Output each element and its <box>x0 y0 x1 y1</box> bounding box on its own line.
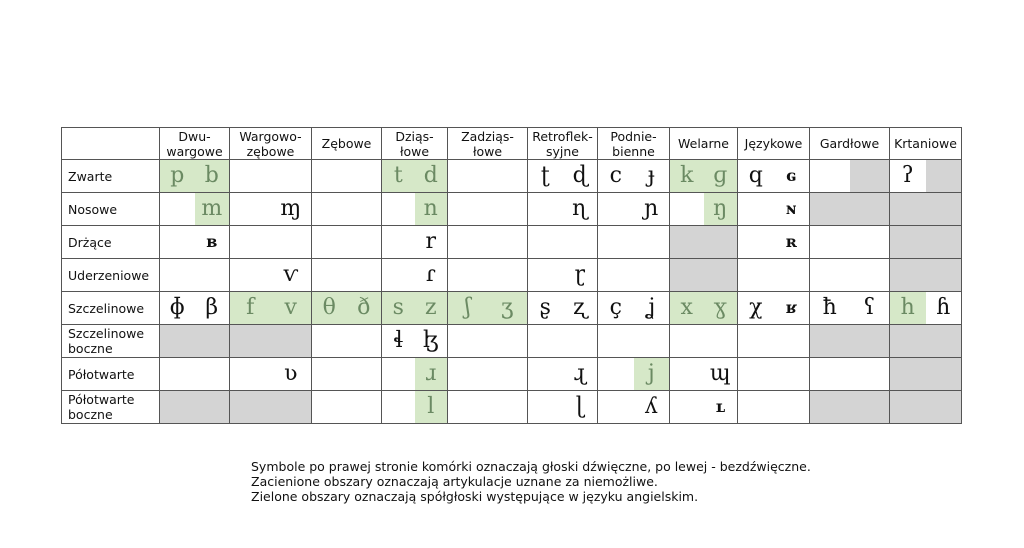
table-cell <box>890 226 962 259</box>
row-header: Szczelinowe <box>62 292 160 325</box>
voiced-symbol: ɭ <box>575 394 584 419</box>
table-row <box>62 193 962 226</box>
table-cell <box>528 160 598 193</box>
table-cell <box>230 160 312 193</box>
voiced-symbol: ɢ <box>786 166 797 185</box>
voiced-symbol <box>488 193 528 225</box>
voiced-symbol: ʀ <box>785 232 797 251</box>
table-cell <box>738 325 810 358</box>
voiced-symbol: ʒ <box>488 292 528 324</box>
voiceless-symbol <box>528 193 563 225</box>
voiced-symbol: ʁ <box>785 298 797 317</box>
table-cell <box>890 160 962 193</box>
table-cell <box>890 325 962 358</box>
table-cell <box>448 226 528 259</box>
voiceless-symbol <box>448 226 488 258</box>
voiceless-symbol <box>230 226 271 258</box>
table-cell <box>890 358 962 391</box>
table-cell <box>670 259 738 292</box>
voiced-symbol <box>195 325 230 357</box>
voiceless-symbol <box>448 325 488 357</box>
table-cell <box>230 292 312 325</box>
voiceless-symbol: θ <box>312 292 347 324</box>
voiceless-symbol <box>160 358 195 390</box>
column-header: Retroflek- syjne <box>528 128 598 160</box>
table-cell <box>312 391 382 424</box>
voiced-symbol: ʎ <box>645 394 658 419</box>
voiceless-symbol <box>810 226 850 258</box>
voiced-symbol <box>347 193 382 225</box>
table-row <box>62 358 962 391</box>
table-cell <box>312 358 382 391</box>
table-cell <box>738 193 810 226</box>
voiced-symbol <box>850 391 890 423</box>
voiced-symbol: m <box>195 193 230 225</box>
voiced-symbol: ɟ <box>647 163 655 188</box>
table-cell <box>160 391 230 424</box>
voiceless-symbol <box>448 391 488 423</box>
note-green: Zielone obszary oznaczają spółgłoski występujące w języku angielskim. <box>251 489 699 504</box>
column-header: Gardłowe <box>810 128 890 160</box>
voiceless-symbol <box>448 358 488 390</box>
voiceless-symbol <box>670 259 704 291</box>
table-cell <box>160 325 230 358</box>
table-cell <box>160 226 230 259</box>
voiced-symbol: ɾ <box>425 262 436 287</box>
table-cell <box>670 226 738 259</box>
table-cell <box>382 358 448 391</box>
table-cell <box>448 259 528 292</box>
voiced-symbol: ɲ <box>644 196 659 221</box>
table-cell <box>382 259 448 292</box>
voiced-symbol: ð <box>347 292 382 324</box>
row-header: Nosowe <box>62 193 160 226</box>
voiceless-symbol <box>160 391 195 423</box>
voiceless-symbol <box>230 193 271 225</box>
table-row <box>62 259 962 292</box>
voiced-symbol: ɽ <box>574 262 586 287</box>
voiceless-symbol: ʈ <box>540 163 550 188</box>
voiceless-symbol <box>890 358 926 390</box>
table-cell <box>810 292 890 325</box>
voiced-symbol <box>195 259 230 291</box>
table-cell <box>598 193 670 226</box>
voiced-symbol <box>926 325 962 357</box>
voiceless-symbol <box>528 391 563 423</box>
table-row <box>62 325 962 358</box>
table-cell <box>598 259 670 292</box>
voiced-symbol: d <box>415 160 448 192</box>
voiced-symbol <box>195 358 230 390</box>
table-cell <box>670 391 738 424</box>
voiced-symbol: ɳ <box>572 196 588 221</box>
table-cell <box>382 292 448 325</box>
voiced-symbol <box>271 325 312 357</box>
voiceless-symbol: s <box>382 292 415 324</box>
table-cell <box>382 391 448 424</box>
table-cell <box>670 193 738 226</box>
voiceless-symbol: t <box>382 160 415 192</box>
voiceless-symbol: χ <box>749 295 763 320</box>
table-cell <box>312 226 382 259</box>
table-cell <box>738 259 810 292</box>
table-cell <box>312 292 382 325</box>
voiceless-symbol: ʃ <box>448 292 488 324</box>
voiced-symbol: ɮ <box>423 328 439 353</box>
voiceless-symbol: q <box>748 163 763 188</box>
table-cell <box>738 160 810 193</box>
row-header: Uderzeniowe <box>62 259 160 292</box>
table-cell <box>810 193 890 226</box>
voiced-symbol <box>347 259 382 291</box>
table-cell <box>810 358 890 391</box>
table-cell <box>598 292 670 325</box>
table-cell <box>528 391 598 424</box>
voiceless-symbol <box>312 358 347 390</box>
voiced-symbol: ʟ <box>715 397 726 416</box>
table-cell <box>890 391 962 424</box>
voiced-symbol <box>488 391 528 423</box>
voiced-symbol: β <box>205 295 219 320</box>
voiceless-symbol <box>382 226 415 258</box>
voiced-symbol <box>850 226 890 258</box>
voiced-symbol: ɴ <box>785 199 797 218</box>
voiced-symbol <box>926 259 962 291</box>
voiced-symbol: ʕ <box>863 295 876 320</box>
voiced-symbol <box>488 358 528 390</box>
table-cell <box>670 325 738 358</box>
voiced-symbol: ɡ <box>704 160 738 192</box>
voiced-symbol: ɖ <box>572 163 587 188</box>
voiced-symbol: ɣ <box>704 292 738 324</box>
voiceless-symbol <box>528 358 563 390</box>
voiced-symbol <box>704 259 738 291</box>
table-cell <box>810 259 890 292</box>
table-cell <box>738 358 810 391</box>
voiceless-symbol <box>890 193 926 225</box>
table-cell <box>230 259 312 292</box>
voiced-symbol <box>634 325 670 357</box>
table-cell <box>670 292 738 325</box>
voiceless-symbol: ɸ <box>169 295 185 320</box>
voiced-symbol <box>563 325 598 357</box>
voiced-symbol: ɻ <box>573 361 586 386</box>
ipa-consonant-table <box>61 127 962 424</box>
voiced-symbol <box>634 226 670 258</box>
voiced-symbol: ʙ <box>206 232 218 251</box>
column-header: Zębowe <box>312 128 382 160</box>
voiceless-symbol: p <box>160 160 195 192</box>
voiceless-symbol <box>670 226 704 258</box>
voiceless-symbol <box>670 325 704 357</box>
voiceless-symbol <box>230 160 271 192</box>
voiced-symbol <box>774 391 810 423</box>
table-cell <box>312 259 382 292</box>
voiceless-symbol <box>738 226 774 258</box>
voiceless-symbol <box>312 259 347 291</box>
voiced-symbol: v <box>271 292 312 324</box>
voiceless-symbol <box>670 358 704 390</box>
voiced-symbol: l <box>415 391 448 423</box>
table-cell <box>738 226 810 259</box>
voiced-symbol: ʝ <box>647 295 656 320</box>
voiceless-symbol <box>160 259 195 291</box>
voiceless-symbol <box>598 391 634 423</box>
table-cell <box>528 193 598 226</box>
voiceless-symbol: ʂ <box>539 295 551 320</box>
note-voicing: Symbole po prawej stronie komórki oznaczają głoski dźwięczne, po lewej - bezdźwięczne. <box>251 459 811 474</box>
voiceless-symbol <box>598 259 634 291</box>
table-cell <box>448 358 528 391</box>
table-cell <box>160 358 230 391</box>
voiced-symbol <box>704 325 738 357</box>
table-cell <box>448 325 528 358</box>
voiceless-symbol <box>738 193 774 225</box>
voiced-symbol <box>271 226 312 258</box>
voiceless-symbol <box>230 259 271 291</box>
voiceless-symbol <box>528 325 563 357</box>
table-cell <box>448 160 528 193</box>
table-cell <box>230 193 312 226</box>
voiceless-symbol <box>810 259 850 291</box>
table-cell <box>890 193 962 226</box>
voiced-symbol <box>563 226 598 258</box>
table-cell <box>670 160 738 193</box>
table-cell <box>528 259 598 292</box>
voiceless-symbol: k <box>670 160 704 192</box>
voiced-symbol <box>271 160 312 192</box>
voiced-symbol <box>774 259 810 291</box>
voiceless-symbol: x <box>670 292 704 324</box>
voiceless-symbol <box>448 259 488 291</box>
table-cell <box>810 325 890 358</box>
voiced-symbol <box>488 259 528 291</box>
voiced-symbol: n <box>415 193 448 225</box>
voiceless-symbol <box>810 391 850 423</box>
voiced-symbol: z <box>415 292 448 324</box>
table-cell <box>230 325 312 358</box>
voiced-symbol <box>347 226 382 258</box>
voiced-symbol: ⱱ <box>283 262 299 287</box>
voiceless-symbol <box>230 391 271 423</box>
table-cell <box>810 160 890 193</box>
voiceless-symbol <box>598 193 634 225</box>
table-cell <box>598 226 670 259</box>
table-cell <box>598 325 670 358</box>
row-header: Zwarte <box>62 160 160 193</box>
voiceless-symbol <box>382 391 415 423</box>
table-cell <box>810 226 890 259</box>
voiceless-symbol: ħ <box>822 295 837 320</box>
voiceless-symbol: ʔ <box>901 163 914 188</box>
table-cell <box>890 259 962 292</box>
table-row <box>62 292 962 325</box>
voiceless-symbol <box>312 160 347 192</box>
voiced-symbol: b <box>195 160 230 192</box>
table-row <box>62 226 962 259</box>
row-header: Półotwarte <box>62 358 160 391</box>
voiced-symbol <box>347 160 382 192</box>
voiced-symbol: ŋ <box>704 193 738 225</box>
column-header: Dziąs- łowe <box>382 128 448 160</box>
column-header-row <box>62 128 962 160</box>
voiced-symbol <box>195 391 230 423</box>
voiceless-symbol <box>382 193 415 225</box>
voiced-symbol <box>634 259 670 291</box>
table-cell <box>810 391 890 424</box>
table-cell <box>448 391 528 424</box>
voiced-symbol: ʐ <box>573 295 587 320</box>
voiceless-symbol <box>312 325 347 357</box>
voiceless-symbol <box>598 325 634 357</box>
voiced-symbol: ɱ <box>280 196 302 221</box>
voiced-symbol <box>926 226 962 258</box>
column-header: Językowe <box>738 128 810 160</box>
voiced-symbol: ɦ <box>936 295 951 320</box>
voiced-symbol <box>774 358 810 390</box>
table-cell <box>312 325 382 358</box>
table-cell <box>598 391 670 424</box>
voiceless-symbol <box>890 391 926 423</box>
row-header: Drżące <box>62 226 160 259</box>
voiceless-symbol <box>890 259 926 291</box>
voiced-symbol: ɰ <box>709 361 731 386</box>
voiced-symbol <box>926 358 962 390</box>
table-cell <box>738 292 810 325</box>
table-cell <box>230 226 312 259</box>
table-cell <box>382 325 448 358</box>
voiceless-symbol <box>382 259 415 291</box>
table-cell <box>528 325 598 358</box>
table-cell <box>230 391 312 424</box>
voiceless-symbol <box>528 259 563 291</box>
voiceless-symbol <box>810 193 850 225</box>
voiced-symbol <box>704 226 738 258</box>
column-header: Krtaniowe <box>890 128 962 160</box>
voiceless-symbol: ç <box>609 295 622 320</box>
column-header: Wargowo- zębowe <box>230 128 312 160</box>
voiced-symbol <box>926 193 962 225</box>
voiceless-symbol <box>160 193 195 225</box>
table-cell <box>448 292 528 325</box>
voiceless-symbol <box>738 259 774 291</box>
table-cell <box>160 160 230 193</box>
column-header: Zadziąs- łowe <box>448 128 528 160</box>
table-row <box>62 391 962 424</box>
column-header: Welarne <box>670 128 738 160</box>
voiceless-symbol <box>890 325 926 357</box>
table-cell <box>528 358 598 391</box>
voiceless-symbol <box>598 358 634 390</box>
voiceless-symbol <box>312 193 347 225</box>
table-cell <box>382 160 448 193</box>
voiced-symbol: r <box>425 229 437 254</box>
row-header: Półotwarte boczne <box>62 391 160 424</box>
corner-cell <box>62 128 160 160</box>
voiceless-symbol <box>670 193 704 225</box>
column-header: Podnie- bienne <box>598 128 670 160</box>
table-cell <box>160 193 230 226</box>
table-cell <box>230 358 312 391</box>
voiced-symbol <box>774 325 810 357</box>
voiced-symbol: ɹ <box>415 358 448 390</box>
voiced-symbol <box>271 391 312 423</box>
table-cell <box>448 193 528 226</box>
voiceless-symbol <box>312 391 347 423</box>
voiced-symbol <box>488 226 528 258</box>
table-cell <box>598 160 670 193</box>
voiced-symbol <box>347 325 382 357</box>
column-header: Dwu- wargowe <box>160 128 230 160</box>
voiceless-symbol <box>598 226 634 258</box>
voiceless-symbol <box>738 391 774 423</box>
voiceless-symbol <box>160 226 195 258</box>
voiceless-symbol <box>160 325 195 357</box>
voiceless-symbol: f <box>230 292 271 324</box>
voiced-symbol <box>347 391 382 423</box>
voiced-symbol <box>850 193 890 225</box>
voiceless-symbol <box>230 358 271 390</box>
voiceless-symbol: ɬ <box>393 328 404 353</box>
row-header: Szczelinowe boczne <box>62 325 160 358</box>
voiced-symbol <box>488 160 528 192</box>
voiceless-symbol <box>448 160 488 192</box>
voiced-symbol <box>850 325 890 357</box>
voiceless-symbol <box>810 325 850 357</box>
table-cell <box>670 358 738 391</box>
table-cell <box>312 193 382 226</box>
table-cell <box>528 292 598 325</box>
voiced-symbol <box>488 325 528 357</box>
table-body <box>62 160 962 424</box>
voiceless-symbol: h <box>890 292 926 324</box>
table-cell <box>598 358 670 391</box>
voiceless-symbol <box>448 193 488 225</box>
table-cell <box>528 226 598 259</box>
voiceless-symbol <box>810 160 850 192</box>
voiced-symbol: ʋ <box>284 361 298 386</box>
voiceless-symbol <box>738 358 774 390</box>
voiced-symbol <box>926 391 962 423</box>
voiceless-symbol <box>382 358 415 390</box>
voiced-symbol <box>850 259 890 291</box>
voiced-symbol <box>926 160 962 192</box>
table-cell <box>312 160 382 193</box>
voiced-symbol: j <box>634 358 670 390</box>
voiceless-symbol <box>670 391 704 423</box>
table-cell <box>890 292 962 325</box>
voiceless-symbol <box>312 226 347 258</box>
voiced-symbol <box>850 358 890 390</box>
table-cell <box>160 292 230 325</box>
voiceless-symbol <box>738 325 774 357</box>
voiceless-symbol <box>528 226 563 258</box>
voiced-symbol <box>850 160 890 192</box>
note-shaded: Zacienione obszary oznaczają artykulacje uznane za niemożliwe. <box>251 474 658 489</box>
table-cell <box>160 259 230 292</box>
table-row <box>62 160 962 193</box>
table-cell <box>738 391 810 424</box>
voiceless-symbol: c <box>609 163 622 188</box>
voiced-symbol <box>347 358 382 390</box>
table-cell <box>382 226 448 259</box>
table-cell <box>382 193 448 226</box>
voiceless-symbol <box>890 226 926 258</box>
voiceless-symbol <box>810 358 850 390</box>
voiceless-symbol <box>230 325 271 357</box>
